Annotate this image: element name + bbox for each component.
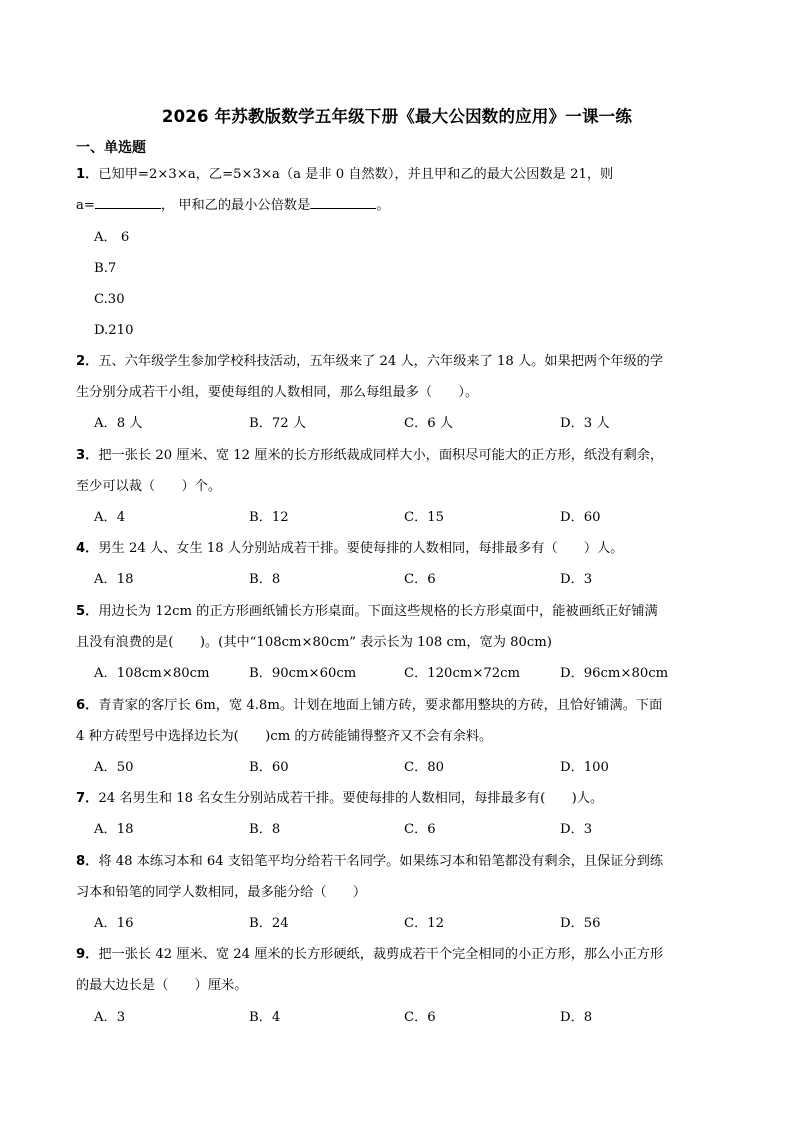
- question-1-line-1: [76, 166, 613, 184]
- option-d[interactable]: D．96cm×80cm: [560, 666, 669, 681]
- option-a[interactable]: A．18: [94, 572, 134, 587]
- question-9-line-1: [76, 946, 663, 964]
- section-heading: 一、单选题: [76, 140, 146, 156]
- option-c[interactable]: C．120cm×72cm: [404, 666, 521, 681]
- option-b[interactable]: B．8: [249, 572, 281, 587]
- question-text: 把一张长 42 厘米、宽 24 厘米的长方形硬纸，裁剪成若干个完全相同的小正方形，那么小正方形: [98, 947, 664, 962]
- option-c[interactable]: C．12: [404, 916, 445, 931]
- option-d[interactable]: D．100: [560, 760, 609, 775]
- question-5-line-1: [76, 603, 658, 621]
- question-text: ， 甲和乙的最小公倍数是: [160, 198, 311, 213]
- document-title: 2026 年苏教版数学五年级下册《最大公因数的应用》一课一练: [161, 107, 633, 126]
- option-a[interactable]: A． 6: [94, 230, 130, 245]
- question-number: 7．: [76, 791, 99, 806]
- option-a[interactable]: A．8 人: [94, 416, 143, 431]
- question-text: 习本和铅笔的同学人数相同，最多能分给（ ）: [76, 885, 367, 900]
- question-text: 用边长为 12cm 的正方形画纸铺长方形桌面。下面这些规格的长方形桌面中，能被画纸正好铺满: [98, 604, 658, 619]
- option-b[interactable]: B.7: [94, 261, 117, 276]
- question-number: 2．: [76, 354, 99, 369]
- question-text: a=: [76, 198, 95, 213]
- question-text: 五、六年级学生参加学校科技活动，五年级来了 24 人，六年级来了 18 人。如果把两个年级的学: [98, 354, 664, 369]
- question-5-line-2: [76, 634, 552, 652]
- question-number: 3．: [76, 448, 99, 463]
- question-text: 4 种方砖型号中选择边长为( )cm 的方砖能铺得整齐又不会有余料。: [76, 729, 493, 744]
- question-text: 已知甲=2×3×a，乙=5×3×a（a 是非 0 自然数），并且甲和乙的最大公因数是 21，则: [98, 167, 614, 182]
- option-b[interactable]: B．90cm×60cm: [249, 666, 357, 681]
- option-c[interactable]: C．6 人: [404, 416, 454, 431]
- question-text: 且没有浪费的是( )。(其中“108cm×80cm” 表示长为 108 cm，宽为 80cm): [76, 635, 552, 650]
- question-text: 的最大边长是（ ）厘米。: [76, 978, 248, 993]
- question-text: 生分别分成若干小组，要使每组的人数相同，那么每组最多（ ）。: [76, 385, 479, 400]
- question-2-line-2: [76, 384, 478, 402]
- question-8-line-2: [76, 884, 366, 902]
- option-b[interactable]: B．4: [249, 1010, 281, 1025]
- option-a[interactable]: A．108cm×80cm: [94, 666, 210, 681]
- option-d[interactable]: D．8: [560, 1010, 593, 1025]
- option-d[interactable]: D．60: [560, 510, 601, 525]
- option-b[interactable]: B．12: [249, 510, 289, 525]
- option-c[interactable]: C．6: [404, 822, 436, 837]
- option-c[interactable]: C．6: [404, 572, 436, 587]
- question-3-line-2: [76, 478, 221, 496]
- question-text: 24 名男生和 18 名女生分别站成若干排。要使每排的人数相同，每排最多有( )人。: [98, 791, 604, 806]
- option-a[interactable]: A．4: [94, 510, 126, 525]
- answer-blank[interactable]: [95, 196, 161, 209]
- question-text: 把一张长 20 厘米、宽 12 厘米的长方形纸裁成同样大小，面积尽可能大的正方形，纸没有剩余，: [98, 448, 664, 463]
- option-c[interactable]: C．80: [404, 760, 445, 775]
- question-3-line-1: [76, 447, 663, 465]
- question-6-line-2: [76, 728, 492, 746]
- option-a[interactable]: A．3: [94, 1010, 126, 1025]
- question-number: 1．: [76, 167, 99, 182]
- option-a[interactable]: A．16: [94, 916, 134, 931]
- option-a[interactable]: A．50: [94, 760, 134, 775]
- question-text: 。: [376, 198, 390, 213]
- question-number: 6．: [76, 698, 99, 713]
- option-b[interactable]: B．8: [249, 822, 281, 837]
- option-c[interactable]: C.30: [94, 292, 125, 307]
- question-text: 至少可以裁（ ）个。: [76, 479, 222, 494]
- question-2-line-1: [76, 353, 663, 371]
- option-d[interactable]: D．3: [560, 572, 593, 587]
- option-c[interactable]: C．15: [404, 510, 445, 525]
- option-d[interactable]: D．3: [560, 822, 593, 837]
- question-4-line-1: [76, 540, 623, 558]
- question-1-line-2: [76, 196, 389, 215]
- question-text: 将 48 本练习本和 64 支铅笔平均分给若干名同学。如果练习本和铅笔都没有剩余，且保证分到练: [98, 854, 664, 869]
- question-number: 4．: [76, 541, 99, 556]
- option-b[interactable]: B．24: [249, 916, 289, 931]
- option-a[interactable]: A．18: [94, 822, 134, 837]
- option-d[interactable]: D．56: [560, 916, 601, 931]
- option-d[interactable]: D．3 人: [560, 416, 610, 431]
- question-text: 男生 24 人、女生 18 人分别站成若干排。要使每排的人数相同，每排最多有（ ）人。: [98, 541, 624, 556]
- option-c[interactable]: C．6: [404, 1010, 436, 1025]
- question-6-line-1: [76, 697, 662, 715]
- question-8-line-1: [76, 853, 663, 871]
- question-number: 5．: [76, 604, 99, 619]
- answer-blank[interactable]: [310, 196, 376, 209]
- question-9-line-2: [76, 977, 247, 995]
- option-d[interactable]: D.210: [94, 323, 134, 338]
- question-number: 9．: [76, 947, 99, 962]
- option-b[interactable]: B．60: [249, 760, 289, 775]
- option-b[interactable]: B．72 人: [249, 416, 307, 431]
- question-7-line-1: [76, 790, 603, 808]
- question-number: 8．: [76, 854, 99, 869]
- question-text: 青青家的客厅长 6m，宽 4.8m。计划在地面上铺方砖，要求都用整块的方砖，且恰好铺满。下面: [98, 698, 663, 713]
